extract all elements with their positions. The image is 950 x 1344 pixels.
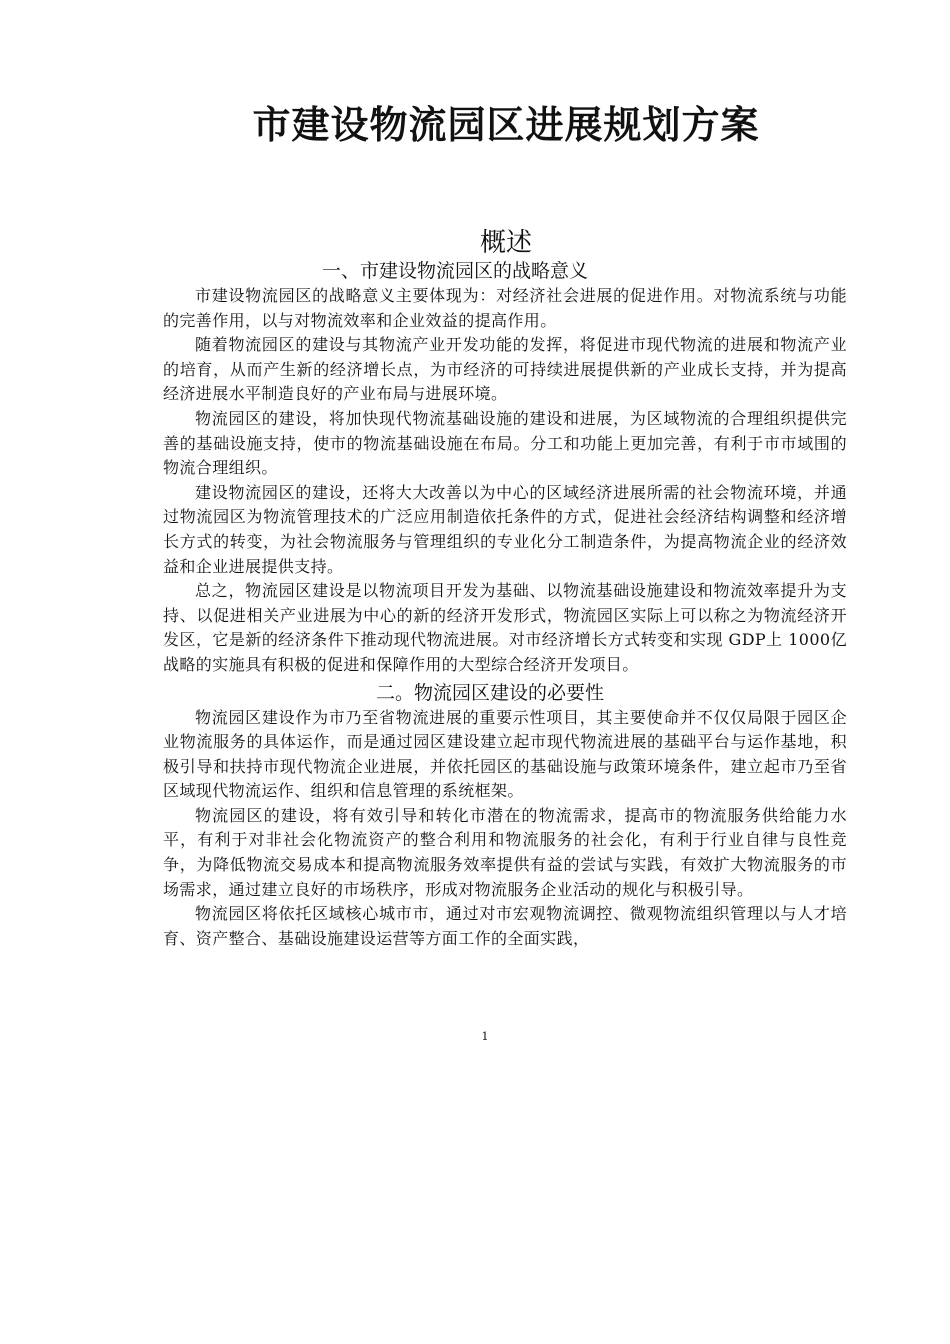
paragraph: 物流园区的建设，将有效引导和转化市潜在的物流需求，提高市的物流服务供给能力水平，有利于对非社会化物流资产的整合利用和物流服务的社会化，有利于行业自律与良性竞争，为降低物流交易成本和提高物流服务效率提供有益的尝试与实践，有效扩大物流服务的市场需求，通过建立良好的市场秩序，形成对物流服务企业活动的规化与积极引导。 [163,805,847,899]
paragraph: 市建设物流园区的战略意义主要体现为：对经济社会进展的促进作用。对物流系统与功能的完善作用，以与对物流效率和企业效益的提高作用。 [163,286,847,330]
document-title: 市建设物流园区进展规划方案 [252,102,760,147]
paragraph: 建设物流园区的建设，还将大大改善以为中心的区域经济进展所需的社会物流环境，并通过物流园区为物流管理技术的广泛应用制造依托条件的方式，促进社会经济结构调整和经济增长方式的转变，为社会物流服务与管理组织的专业化分工制造条件，为提高物流企业的经济效益和企业进展提供支持。 [163,482,847,576]
section-heading-necessity: 二。物流园区建设的必要性 [375,681,604,704]
overview-heading: 概述 [479,228,532,258]
paragraph: 物流园区建设作为市乃至省物流进展的重要示性项目，其主要使命并不仅仅局限于园区企业物流服务的具体运作，而是通过园区建设建立起市现代物流进展的基础平台与运作基地，积极引导和扶持市现代物流企业进展，并依托园区的基础设施与政策环境条件，建立起市乃至省区域现代物流运作、组织和信息管理的系统框架。 [163,707,847,801]
paragraph: 物流园区将依托区域核心城市市，通过对市宏观物流调控、微观物流组织管理以与人才培育、资产整合、基础设施建设运营等方面工作的全面实践， [163,904,847,948]
section-heading-strategic-significance: 一、市建设物流园区的战略意义 [321,260,588,282]
document-body [163,258,847,951]
page-number: 1 [481,1030,489,1043]
paragraph: 物流园区的建设，将加快现代物流基础设施的建设和进展，为区域物流的合理组织提供完善的基础设施支持，使市的物流基础设施在布局。分工和功能上更加完善，有利于市市域围的物流合理组织。 [163,408,847,478]
paragraph: 随着物流园区的建设与其物流产业开发功能的发挥，将促进市现代物流的进展和物流产业的培育，从而产生新的经济增长点，为市经济的可持续进展提供新的产业成长支持，并为提高经济进展水平制造良好的产业布局与进展环境。 [163,335,847,404]
paragraph: 总之，物流园区建设是以物流项目开发为基础、以物流基础设施建设和物流效率提升为支持、以促进相关产业进展为中心的新的经济开发形式，物流园区实际上可以称之为物流经济开发区，它是新的经济条件下推动现代物流进展。对市经济增长方式转变和实现 GDP上 1000亿战略的实施具有积极的促进和保障作用的大型综合经济开发项目。 [163,581,847,674]
